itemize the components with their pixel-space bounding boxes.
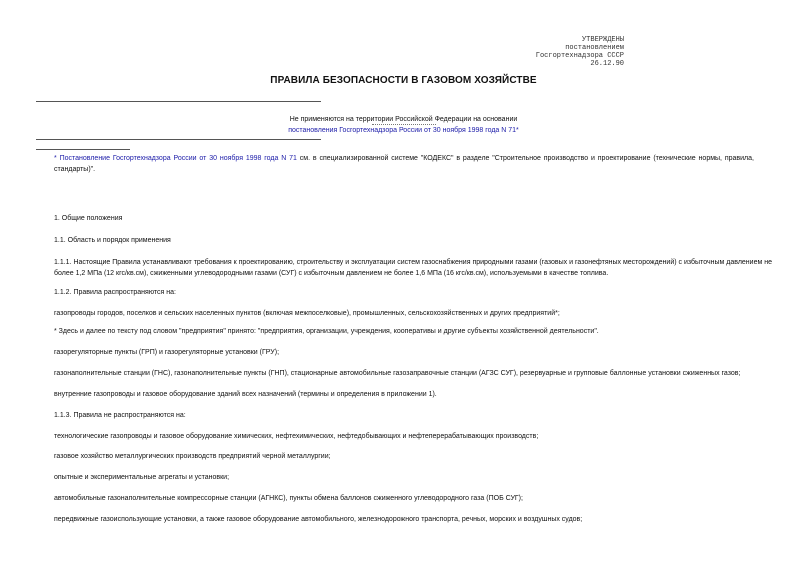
footnote-divider bbox=[36, 149, 130, 150]
divider bbox=[372, 124, 436, 125]
paragraph: 1.1.2. Правила распространяются на: bbox=[54, 289, 177, 296]
paragraph: внутренние газопроводы и газовое оборудование зданий всех назначений (термины и определения в приложении 1). bbox=[54, 391, 437, 398]
divider bbox=[36, 139, 321, 140]
approval-stamp bbox=[536, 36, 624, 68]
subsection-heading: 1.1. Область и порядок применения bbox=[54, 237, 171, 244]
paragraph: газопроводы городов, поселков и сельских населенных пунктов (включая межпоселковые), промышленных, сельскохозяйственных и других предприятий*; bbox=[54, 310, 560, 317]
paragraph: 1.1.3. Правила не распространяются на: bbox=[54, 412, 186, 419]
divider bbox=[36, 101, 321, 102]
approval-line: постановлением bbox=[565, 44, 624, 52]
paragraph: опытные и экспериментальные агрегаты и установки; bbox=[54, 474, 230, 481]
approval-line: Госгортехнадзора СССР bbox=[535, 52, 624, 60]
paragraph: * Здесь и далее по тексту под словом "предприятия" принято: "предприятия, организации, учреждения, кооперативы и другие субъекты хозяйственной деятельности". bbox=[54, 328, 599, 335]
footnote bbox=[36, 153, 754, 175]
approval-date: 26.12.90 bbox=[590, 60, 624, 68]
notice-text: Не применяются на территории Российской Федерации на основании bbox=[289, 116, 518, 123]
paragraph: газовое хозяйство металлургических производств предприятий черной металлургии; bbox=[54, 453, 331, 460]
paragraph: 1.1.1. Настоящие Правила устанавливают требования к проектированию, строительству и эксплуатации систем газоснабжения природными газами (газовых и газонефтяных месторождений) с избыточным давлением не более 1,2 МПа (12 кгс/кв.см), сжиженными углеводородными газами (СУГ) с избыточным давлением не более 1,6 МПа (16 кгс/кв.см), используемыми в качестве топлива. bbox=[54, 259, 772, 277]
paragraph: передвижные газоиспользующие установки, а также газовое оборудование автомобильного, железнодорожного транспорта, речных, морских и воздушных судов; bbox=[54, 516, 583, 523]
document-title: ПРАВИЛА БЕЗОПАСНОСТИ В ГАЗОВОМ ХОЗЯЙСТВЕ bbox=[270, 75, 537, 86]
notice-link[interactable]: постановления Госгортехнадзора России от 30 ноября 1998 года N 71* bbox=[288, 127, 519, 134]
paragraph: автомобильные газонаполнительные компрессорные станции (АГНКС), пункты обмена баллонов сжиженного углеводородного газа (ПОБ СУГ); bbox=[54, 495, 523, 502]
footnote-text: см. в специализированной системе "КОДЕКС" в разделе "Строительное производство и проектирование (технические нормы, правила, стандарты)". bbox=[54, 155, 754, 173]
paragraph: газорегуляторные пункты (ГРП) и газорегуляторные установки (ГРУ); bbox=[54, 349, 280, 356]
approval-line: УТВЕРЖДЕНЫ bbox=[581, 36, 624, 44]
paragraph: технологические газопроводы и газовое оборудование химических, нефтехимических, нефтедобывающих и нефтеперерабатывающих производств; bbox=[54, 433, 539, 440]
paragraph: газонаполнительные станции (ГНС), газонаполнительные пункты (ГНП), стационарные автомобильные газозаправочные станции (АГЗС СУГ), резервуарные и групповые баллонные установки сжиженных газов; bbox=[54, 370, 741, 377]
footnote-link[interactable]: * Постановление Госгортехнадзора России от 30 ноября 1998 года N 71 bbox=[54, 155, 297, 162]
notice-block bbox=[0, 114, 807, 136]
section-heading: 1. Общие положения bbox=[54, 215, 123, 222]
